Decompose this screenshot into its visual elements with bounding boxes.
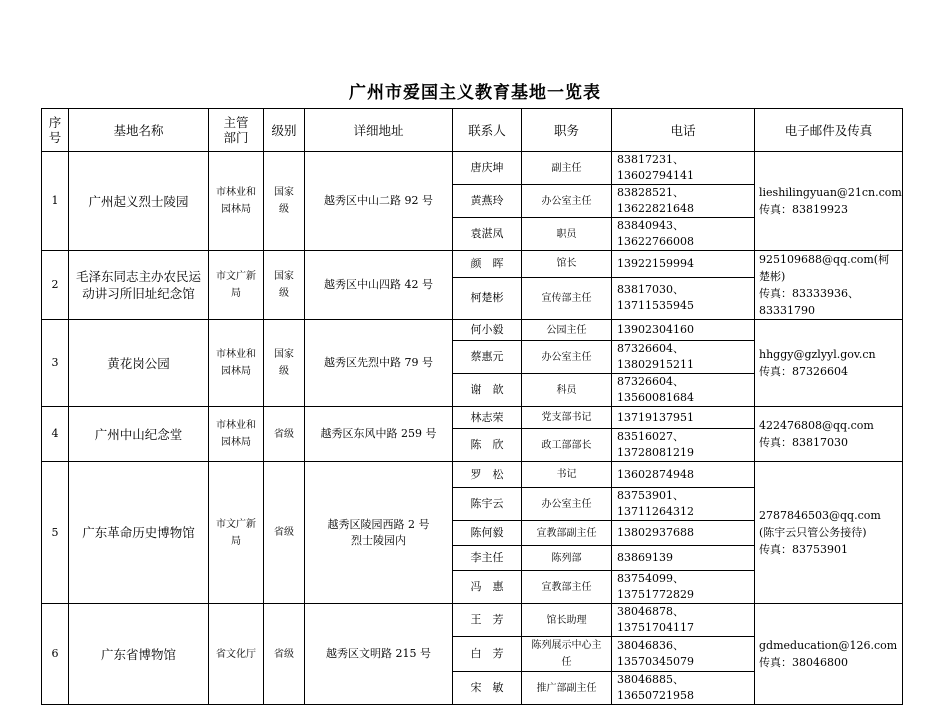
contact-phone: 83840943、13622766008: [612, 218, 755, 251]
contact-position: 政工部部长: [522, 429, 612, 462]
base-name: 黄花岗公园: [69, 320, 209, 407]
contact-name: 袁湛凤: [453, 218, 522, 251]
contact-position: 职员: [522, 218, 612, 251]
contact-phone: 38046878、13751704117: [612, 604, 755, 637]
email-address: 2787846503@qq.com: [759, 509, 881, 522]
email-fax: [755, 604, 903, 705]
address: 越秀区中山四路 42 号: [305, 251, 453, 320]
table-row: [42, 152, 903, 185]
contact-position: 办公室主任: [522, 185, 612, 218]
department: 市林业和园林局: [209, 152, 264, 251]
fax-or-note: 传真：87326604: [759, 365, 848, 378]
contact-name: 何小毅: [453, 320, 522, 341]
header-email: 电子邮件及传真: [755, 109, 903, 152]
contact-position: 馆长助理: [522, 604, 612, 637]
contact-name: 冯 惠: [453, 571, 522, 604]
level: 省级: [264, 407, 305, 462]
fax-or-note: 传真：38046800: [759, 656, 848, 669]
contact-position: 办公室主任: [522, 488, 612, 521]
contact-position: 馆长: [522, 251, 612, 278]
table-row: [42, 320, 903, 341]
table-row: [42, 407, 903, 429]
contact-phone: 13922159994: [612, 251, 755, 278]
page-title: 广州市爱国主义教育基地一览表: [349, 83, 601, 103]
contact-position: 科员: [522, 374, 612, 407]
department: 省文化厅: [209, 604, 264, 705]
contact-name: 罗 松: [453, 462, 522, 488]
base-name: 广州中山纪念堂: [69, 407, 209, 462]
contact-name: 黄燕玲: [453, 185, 522, 218]
base-name: 毛泽东同志主办农民运动讲习所旧址纪念馆: [69, 251, 209, 320]
contact-position: 办公室主任: [522, 341, 612, 374]
address: 越秀区陵园西路 2 号烈士陵园内: [305, 462, 453, 604]
contact-position: 副主任: [522, 152, 612, 185]
contact-name: 李主任: [453, 546, 522, 571]
header-name: 基地名称: [69, 109, 209, 152]
contact-name: 陈何毅: [453, 521, 522, 546]
contact-name: 谢 歆: [453, 374, 522, 407]
contact-phone: 13602874948: [612, 462, 755, 488]
email-fax: [755, 462, 903, 604]
contact-name: 颜 晖: [453, 251, 522, 278]
contact-phone: 83516027、13728081219: [612, 429, 755, 462]
header-level: 级别: [264, 109, 305, 152]
contact-phone: 83817030、13711535945: [612, 277, 755, 319]
contact-phone: 38046885、13650721958: [612, 672, 755, 705]
email-address: 422476808@qq.com: [759, 419, 874, 432]
contact-position: 陈列展示中心主任: [522, 637, 612, 672]
contact-name: 陈 欣: [453, 429, 522, 462]
contact-name: 白 芳: [453, 637, 522, 672]
table-body: [42, 152, 903, 705]
contact-name: 林志荣: [453, 407, 522, 429]
department: 市林业和园林局: [209, 320, 264, 407]
contact-position: 陈列部: [522, 546, 612, 571]
level: 省级: [264, 604, 305, 705]
row-number: 4: [42, 407, 69, 462]
contact-phone: 87326604、13802915211: [612, 341, 755, 374]
contact-phone: 87326604、13560081684: [612, 374, 755, 407]
level: 国家级: [264, 320, 305, 407]
table-row: [42, 604, 903, 637]
fax-or-note: 传真：83817030: [759, 436, 848, 449]
row-number: 6: [42, 604, 69, 705]
contact-phone: 83869139: [612, 546, 755, 571]
table-row: [42, 462, 903, 488]
header-position: 职务: [522, 109, 612, 152]
row-number: 2: [42, 251, 69, 320]
email-address: hhggy@gzlyyl.gov.cn: [759, 348, 876, 361]
contact-name: 蔡惠元: [453, 341, 522, 374]
contact-name: 陈宇云: [453, 488, 522, 521]
base-name: 广东革命历史博物馆: [69, 462, 209, 604]
address: 越秀区文明路 215 号: [305, 604, 453, 705]
department: 市文广新局: [209, 462, 264, 604]
header-row: [42, 109, 903, 152]
contact-position: 书记: [522, 462, 612, 488]
contact-position: 推广部副主任: [522, 672, 612, 705]
base-name: 广州起义烈士陵园: [69, 152, 209, 251]
contact-position: 宣传部主任: [522, 277, 612, 319]
email-fax: [755, 320, 903, 407]
level: 省级: [264, 462, 305, 604]
email-fax: [755, 407, 903, 462]
level: 国家级: [264, 152, 305, 251]
header-address: 详细地址: [305, 109, 453, 152]
email-fax: [755, 251, 903, 320]
contact-phone: 13802937688: [612, 521, 755, 546]
header-contact: 联系人: [453, 109, 522, 152]
header-dept: 主管部门: [209, 109, 264, 152]
contact-name: 王 芳: [453, 604, 522, 637]
header-no: 序号: [42, 109, 69, 152]
email-address: gdmeducation@126.com: [759, 639, 898, 652]
row-number: 5: [42, 462, 69, 604]
contact-phone: 83817231、13602794141: [612, 152, 755, 185]
email-address: 925109688@qq.com(柯楚彬): [759, 253, 890, 283]
contact-position: 宣教部主任: [522, 571, 612, 604]
contact-position: 宣教部副主任: [522, 521, 612, 546]
department: 市林业和园林局: [209, 407, 264, 462]
contact-position: 公园主任: [522, 320, 612, 341]
base-name: 广东省博物馆: [69, 604, 209, 705]
department: 市文广新局: [209, 251, 264, 320]
contact-position: 党支部书记: [522, 407, 612, 429]
row-number: 1: [42, 152, 69, 251]
contact-phone: 83753901、13711264312: [612, 488, 755, 521]
education-base-table: [41, 108, 903, 705]
address: 越秀区东风中路 259 号: [305, 407, 453, 462]
address: 越秀区中山二路 92 号: [305, 152, 453, 251]
level: 国家级: [264, 251, 305, 320]
contact-name: 柯楚彬: [453, 277, 522, 319]
contact-phone: 38046836、13570345079: [612, 637, 755, 672]
header-phone: 电话: [612, 109, 755, 152]
fax-or-note: 传真：83753901: [759, 543, 848, 556]
contact-phone: 83828521、13622821648: [612, 185, 755, 218]
contact-phone: 83754099、13751772829: [612, 571, 755, 604]
fax-or-note: 传真：83333936、83331790: [759, 287, 859, 317]
contact-name: 宋 敏: [453, 672, 522, 705]
row-number: 3: [42, 320, 69, 407]
fax-or-note: (陈宇云只管公务接待): [759, 526, 867, 539]
table-row: [42, 251, 903, 278]
fax-or-note: 传真：83819923: [759, 203, 848, 216]
contact-phone: 13719137951: [612, 407, 755, 429]
address: 越秀区先烈中路 79 号: [305, 320, 453, 407]
contact-name: 唐庆坤: [453, 152, 522, 185]
contact-phone: 13902304160: [612, 320, 755, 341]
email-address: lieshilingyuan@21cn.com: [759, 186, 902, 199]
email-fax: [755, 152, 903, 251]
